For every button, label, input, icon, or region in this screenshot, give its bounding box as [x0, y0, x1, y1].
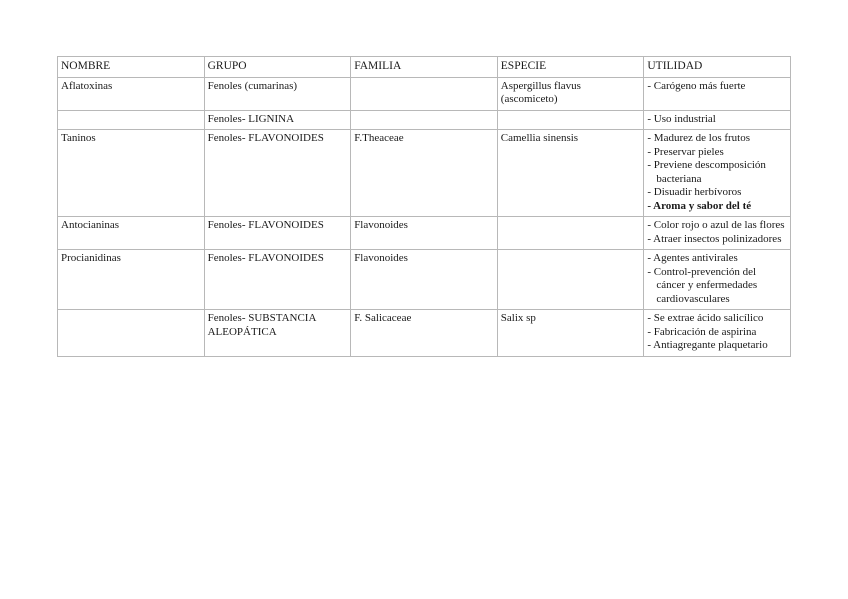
cell-nombre — [58, 250, 205, 310]
utilidad-item: - Carógeno más fuerte — [647, 79, 746, 92]
table-body — [58, 77, 791, 356]
table-row — [58, 250, 791, 310]
utilidad-item: - Atraer insectos polinizadores — [647, 232, 782, 245]
familia-text: F.Theaceae — [354, 132, 404, 144]
cell-familia — [351, 310, 498, 357]
cell-utilidad — [644, 310, 791, 357]
cell-grupo — [204, 310, 351, 357]
utilidad-item: - Disuadir herbívoros — [647, 186, 742, 198]
cell-utilidad — [644, 77, 791, 110]
table-row — [58, 310, 791, 357]
cell-especie — [497, 130, 644, 217]
cell-familia — [351, 217, 498, 250]
cell-grupo — [204, 250, 351, 310]
cell-utilidad — [644, 130, 791, 217]
especie-text: Camellia sinensis — [500, 132, 579, 144]
cell-grupo — [204, 110, 351, 130]
table-header-row — [58, 57, 791, 78]
especie-text: Salix sp — [500, 312, 536, 324]
header-utilidad: UTILIDAD — [644, 57, 791, 78]
header-especie: ESPECIE — [497, 57, 644, 78]
nombre-text: Aflatoxinas — [61, 79, 113, 92]
utilidad-list — [647, 312, 787, 353]
utilidad-item: - Madurez de los frutos — [647, 132, 751, 144]
familia-text: F. Salicaceae — [354, 312, 412, 324]
utilidad-list — [647, 219, 787, 246]
utilidad-item: - Preservar pieles — [647, 145, 724, 158]
cell-utilidad — [644, 250, 791, 310]
utilidad-item: - Antiagregante plaquetario — [647, 339, 768, 351]
header-grupo: GRUPO — [204, 57, 351, 78]
cell-especie — [497, 217, 644, 250]
grupo-text: Fenoles- FLAVONOIDES — [207, 132, 324, 144]
utilidad-item: - Previene descomposición bacteriana — [647, 159, 766, 185]
utilidad-list — [647, 132, 787, 213]
grupo-text: Fenoles- FLAVONOIDES — [207, 219, 324, 231]
especie-text: Aspergillus flavus (ascomiceto) — [500, 79, 581, 105]
grupo-text: Fenoles (cumarinas) — [207, 79, 298, 92]
cell-familia — [351, 110, 498, 130]
grupo-text: Fenoles- LIGNINA — [207, 112, 295, 125]
utilidad-item: - Aroma y sabor del té — [647, 199, 752, 212]
utilidad-item: - Control-prevención del cáncer y enfermedades cardiovasculares — [647, 265, 758, 305]
familia-text: Flavonoides — [354, 219, 408, 231]
grupo-text: Fenoles- FLAVONOIDES — [207, 252, 324, 264]
table-row — [58, 77, 791, 110]
cell-familia — [351, 250, 498, 310]
cell-grupo — [204, 77, 351, 110]
utilidad-item: - Se extrae ácido salicílico — [647, 312, 764, 324]
nombre-text: Taninos — [61, 132, 96, 144]
utilidad-item: - Uso industrial — [647, 112, 716, 125]
nombre-text: Antocianinas — [61, 219, 120, 231]
utilidad-item: - Color rojo o azul de las flores — [647, 219, 785, 231]
cell-nombre — [58, 77, 205, 110]
cell-especie — [497, 250, 644, 310]
cell-nombre — [58, 310, 205, 357]
cell-grupo — [204, 217, 351, 250]
table-row — [58, 217, 791, 250]
header-nombre: NOMBRE — [58, 57, 205, 78]
cell-nombre — [58, 130, 205, 217]
familia-text: Flavonoides — [354, 252, 408, 264]
cell-utilidad — [644, 110, 791, 130]
cell-familia — [351, 77, 498, 110]
utilidad-item: - Fabricación de aspirina — [647, 325, 757, 338]
table-row — [58, 110, 791, 130]
header-familia: FAMILIA — [351, 57, 498, 78]
grupo-text: Fenoles- SUBSTANCIA ALEOPÁTICA — [207, 312, 316, 338]
cell-grupo — [204, 130, 351, 217]
cell-especie — [497, 77, 644, 110]
utilidad-list — [647, 113, 787, 127]
utilidad-item: - Agentes antivirales — [647, 252, 738, 264]
cell-nombre — [58, 217, 205, 250]
table-row — [58, 130, 791, 217]
cell-familia — [351, 130, 498, 217]
nombre-text: Procianidinas — [61, 252, 121, 264]
utilidad-list — [647, 80, 787, 94]
cell-nombre — [58, 110, 205, 130]
utilidad-list — [647, 252, 787, 306]
cell-especie — [497, 110, 644, 130]
cell-utilidad — [644, 217, 791, 250]
compounds-table — [57, 56, 791, 357]
cell-especie — [497, 310, 644, 357]
